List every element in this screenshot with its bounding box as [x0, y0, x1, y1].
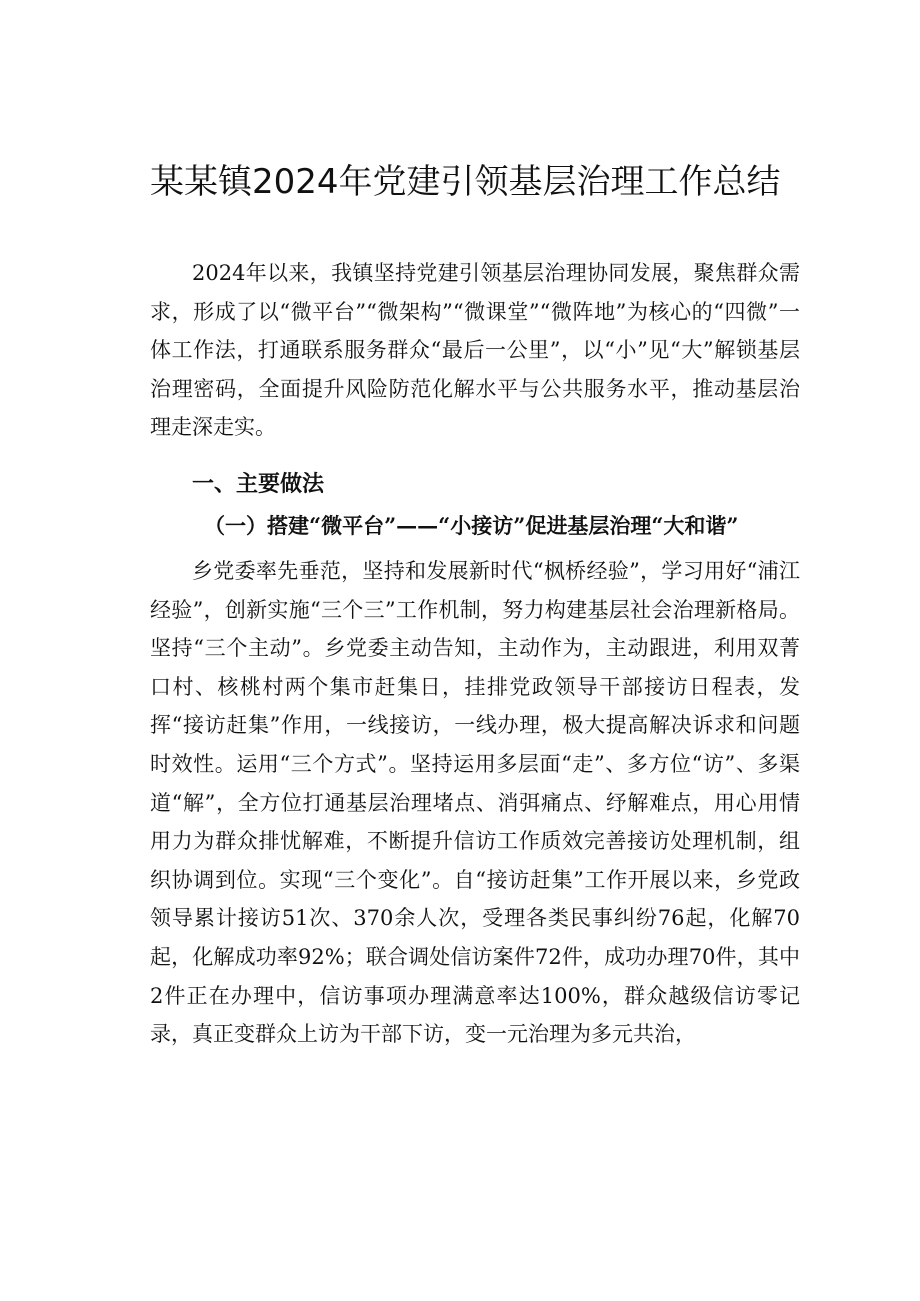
section-heading-main-practices: 一、主要做法 [192, 472, 325, 497]
document-title: 某某镇2024年党建引领基层治理工作总结 [150, 162, 781, 202]
body-paragraph: 乡党委率先垂范，坚持和发展新时代“枫桥经验”，学习用好“浦江经验”，创新实施“三个三”工作机制，努力构建基层社会治理新格局。坚持“三个主动”。乡党委主动告知，主动作为，主动跟进，利用双菁口村、核桃村两个集市赶集日，挂排党政领导干部接访日程表，发挥“接访赶集”作用，一线接访，一线办理，极大提高解决诉求和问题时效性。运用“三个方式”。坚持运用多层面“走”、多方位“访”、多渠道“解”，全方位打通基层治理堵点、消弭痛点、纾解难点，用心用情用力为群众排忧解难，不断提升信访工作质效完善接访处理机制，组织协调到位。实现“三个变化”。自“接访赶集”工作开展以来，乡党政领导累计接访51次、370余人次，受理各类民事纠纷76起，化解70起，化解成功率92%；联合调处信访案件72件，成功办理70件，其中2件正在办理中，信访事项办理满意率达100%，群众越级信访零记录，真正变群众上访为干部下访，变一元治理为多元共治， [150, 559, 800, 1047]
subsection-heading-micro-platform: （一）搭建“微平台”——“小接访”促进基层治理“大和谐” [204, 513, 739, 538]
intro-paragraph: 2024年以来，我镇坚持党建引领基层治理协同发展，聚焦群众需求，形成了以“微平台”“微架构”“微课堂”“微阵地”为核心的“四微”一体工作法，打通联系服务群众“最后一公里”，以“小”见“大”解锁基层治理密码，全面提升风险防范化解水平与公共服务水平，推动基层治理走深走实。 [150, 261, 800, 440]
